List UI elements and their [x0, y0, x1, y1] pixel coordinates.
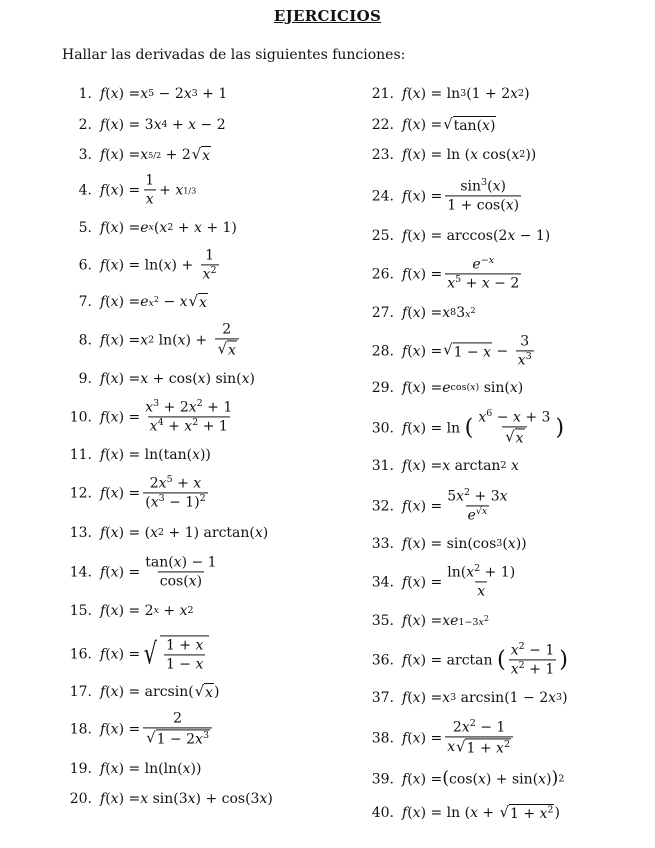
exercise-number: 26. — [371, 266, 394, 282]
exercise-29 — [370, 380, 523, 396]
exercise-number: 6. — [78, 257, 92, 273]
exercise-number: 36. — [371, 652, 394, 668]
exercise-formula: f ( x ) = x 3 arcsin(1 − 2 x 3 ) — [402, 690, 568, 706]
exercise-number: 38. — [371, 730, 394, 746]
exercise-number: 30. — [371, 420, 394, 436]
exercise-formula: f ( x ) = x 5 − 2 x 3 + 1 — [100, 86, 228, 102]
exercise-formula: f ( x ) = arcsin( √ x ) — [100, 682, 220, 701]
exercise-2 — [68, 117, 226, 133]
exercise-19 — [68, 761, 201, 777]
exercise-number: 27. — [371, 305, 394, 321]
exercise-18 — [68, 710, 215, 747]
exercise-15 — [68, 603, 194, 619]
exercise-formula: f ( x ) = ln 3 (1 + 2 x 2 ) — [402, 86, 530, 102]
exercise-formula: f ( x ) = $\frac{1}{x}$ + x 1/3 — [100, 172, 197, 208]
exercise-formula: f ( x ) = x 8 3 $x^2$ — [402, 305, 476, 321]
exercise-formula: f ( x ) = √ tan(x) — [402, 115, 496, 134]
exercise-number: 35. — [371, 613, 394, 629]
exercise-20 — [68, 791, 273, 807]
exercise-formula: f ( x ) = $\frac{x^3 + 2x^2 + 1}{x^4 + x^2 + 1}$ — [100, 397, 233, 435]
exercise-14 — [68, 554, 222, 589]
exercise-formula: f ( x ) = e cos(x) sin( x ) — [402, 380, 524, 396]
exercise-23 — [370, 147, 536, 163]
page-title: EJERCICIOS — [273, 7, 382, 25]
exercise-formula: f ( x ) = e $x^2$ − x √ x — [100, 292, 207, 311]
exercise-4 — [68, 172, 196, 207]
exercise-formula: f ( x ) = 2 √ $1 - 2x^3$ — [100, 710, 215, 747]
exercise-34 — [370, 564, 520, 599]
exercise-17 — [68, 683, 219, 701]
exercise-formula: f ( x ) = $\frac{\tan(x) - 1}{\cos(x)}$ — [100, 554, 217, 590]
instructions: Hallar las derivadas de las siguientes funciones: — [62, 47, 406, 63]
exercise-number: 14. — [69, 564, 92, 580]
exercise-formula: f ( x ) = x 2 ln( x ) + 2 √ x — [100, 321, 242, 358]
exercise-formula: f ( x ) = x arctan 2 x — [402, 458, 519, 474]
exercise-formula: f ( x ) = arctan ( $\frac{x^2 - 1}{x^2 + 1}$ ) — [402, 640, 568, 678]
exercise-13 — [68, 525, 268, 541]
exercise-40 — [370, 804, 560, 822]
exercise-formula: f ( x ) = ln ( $x^6 - x + 3$ √ x ) — [402, 407, 565, 447]
exercise-33 — [370, 536, 527, 552]
exercise-formula: f ( x ) = e x ( x 2 + x + 1) — [100, 220, 237, 236]
exercise-1 — [68, 86, 227, 102]
exercise-3 — [68, 146, 211, 164]
exercise-number: 11. — [69, 447, 92, 463]
exercise-number: 8. — [78, 332, 92, 348]
exercise-formula: f ( x ) = arccos(2 x − 1) — [402, 228, 551, 244]
exercise-number: 3. — [78, 147, 92, 163]
exercise-number: 25. — [371, 228, 394, 244]
exercise-formula: f ( x ) = xe $1-3x^2$ — [402, 613, 490, 629]
exercise-formula: f ( x ) = $2x^2 - 1$ x √ $1 + x^2$ — [402, 719, 516, 756]
exercise-11 — [68, 447, 211, 463]
exercise-number: 15. — [69, 603, 92, 619]
exercise-formula: f ( x ) = ln(tan( x )) — [100, 447, 211, 463]
exercise-formula: f ( x ) = x sin(3 x ) + cos(3 x ) — [100, 791, 273, 807]
exercise-number: 20. — [69, 791, 92, 807]
exercise-formula: f ( x ) = x + cos( x ) sin( x ) — [100, 371, 256, 387]
exercise-6 — [68, 247, 222, 282]
exercise-number: 16. — [69, 646, 92, 662]
exercise-formula: f ( x ) = ( cos( x ) + sin( x ) ) 2 — [402, 768, 565, 789]
exercise-number: 34. — [371, 574, 394, 590]
exercise-number: 7. — [78, 294, 92, 310]
exercise-number: 5. — [78, 220, 92, 236]
exercise-number: 37. — [371, 690, 394, 706]
exercise-number: 40. — [371, 805, 394, 821]
exercise-number: 21. — [371, 86, 394, 102]
exercise-38 — [370, 719, 516, 756]
exercise-26 — [370, 256, 524, 291]
exercise-formula: f ( x ) = $\frac{\ln(x^2 + 1)}{x}$ — [402, 562, 516, 600]
exercise-25 — [370, 228, 550, 244]
exercise-formula: f ( x ) = $\frac{\sin^3(x)}{1 + \cos(x)}$ — [402, 176, 520, 214]
exercise-36 — [370, 642, 568, 677]
exercise-formula: f ( x ) = x 5/2 + 2 √ x — [100, 145, 210, 164]
exercise-number: 9. — [78, 371, 92, 387]
exercise-37 — [370, 690, 568, 706]
exercise-number: 39. — [371, 771, 394, 787]
exercise-number: 4. — [78, 182, 92, 198]
exercise-formula: f ( x ) = 2 x + x 2 — [100, 603, 194, 619]
exercise-formula: f ( x ) = $\frac{5x^2 + 3x}{e^{√x}}$ — [402, 486, 508, 524]
exercise-24 — [370, 178, 524, 213]
exercise-9 — [68, 371, 255, 387]
exercise-10 — [68, 399, 237, 434]
exercise-formula: f ( x ) = √ $\frac{1 + x}{1 - x}$ — [100, 635, 209, 672]
exercise-formula: f ( x ) = ln ( x + √ $1 + x^2$ ) — [402, 803, 560, 822]
exercise-8 — [68, 321, 242, 358]
exercise-number: 33. — [371, 536, 394, 552]
exercise-35 — [370, 613, 489, 629]
exercise-number: 17. — [69, 684, 92, 700]
exercise-formula: f ( x ) = 3 x 4 + x − 2 — [100, 117, 226, 133]
exercise-21 — [370, 86, 530, 102]
exercise-30 — [370, 409, 564, 446]
exercise-16 — [68, 635, 209, 672]
exercise-number: 24. — [371, 188, 394, 204]
exercise-number: 2. — [78, 117, 92, 133]
exercise-39 — [370, 770, 564, 788]
exercise-formula: f ( x ) = sin(cos 3 ( x )) — [402, 536, 527, 552]
exercise-formula: f ( x ) = ( x 2 + 1) arctan( x ) — [100, 525, 269, 541]
exercise-number: 1. — [78, 86, 92, 102]
exercise-formula: f ( x ) = $\frac{2x^5 + x}{(x^3 - 1)^2}$ — [100, 473, 206, 511]
exercise-number: 23. — [371, 147, 394, 163]
exercise-5 — [68, 220, 237, 236]
exercise-formula: f ( x ) = $\frac{e^{-x}}{x^5 + x - 2}$ — [402, 254, 520, 292]
exercise-formula: f ( x ) = ln(ln( x )) — [100, 761, 202, 777]
exercise-31 — [370, 458, 519, 474]
exercise-22 — [370, 116, 496, 134]
exercise-number: 29. — [371, 380, 394, 396]
exercise-32 — [370, 488, 513, 523]
exercise-27 — [370, 305, 476, 321]
exercise-number: 19. — [69, 761, 92, 777]
exercise-formula: f ( x ) = ln ( x cos( x 2 )) — [402, 147, 537, 163]
exercise-12 — [68, 475, 211, 510]
exercise-number: 31. — [371, 458, 394, 474]
exercise-number: 28. — [371, 343, 394, 359]
exercise-number: 22. — [371, 117, 394, 133]
exercise-number: 12. — [69, 485, 92, 501]
exercise-number: 18. — [69, 721, 92, 737]
exercise-28 — [370, 333, 537, 368]
exercise-number: 10. — [69, 409, 92, 425]
exercise-7 — [68, 293, 208, 311]
exercise-formula: f ( x ) = √ 1 − x − $\frac{3}{x^3}$ — [402, 333, 532, 369]
exercise-number: 32. — [371, 498, 394, 514]
exercise-formula: f ( x ) = ln( x ) + $\frac{1}{x^2}$ — [100, 247, 217, 283]
exercise-number: 13. — [69, 525, 92, 541]
